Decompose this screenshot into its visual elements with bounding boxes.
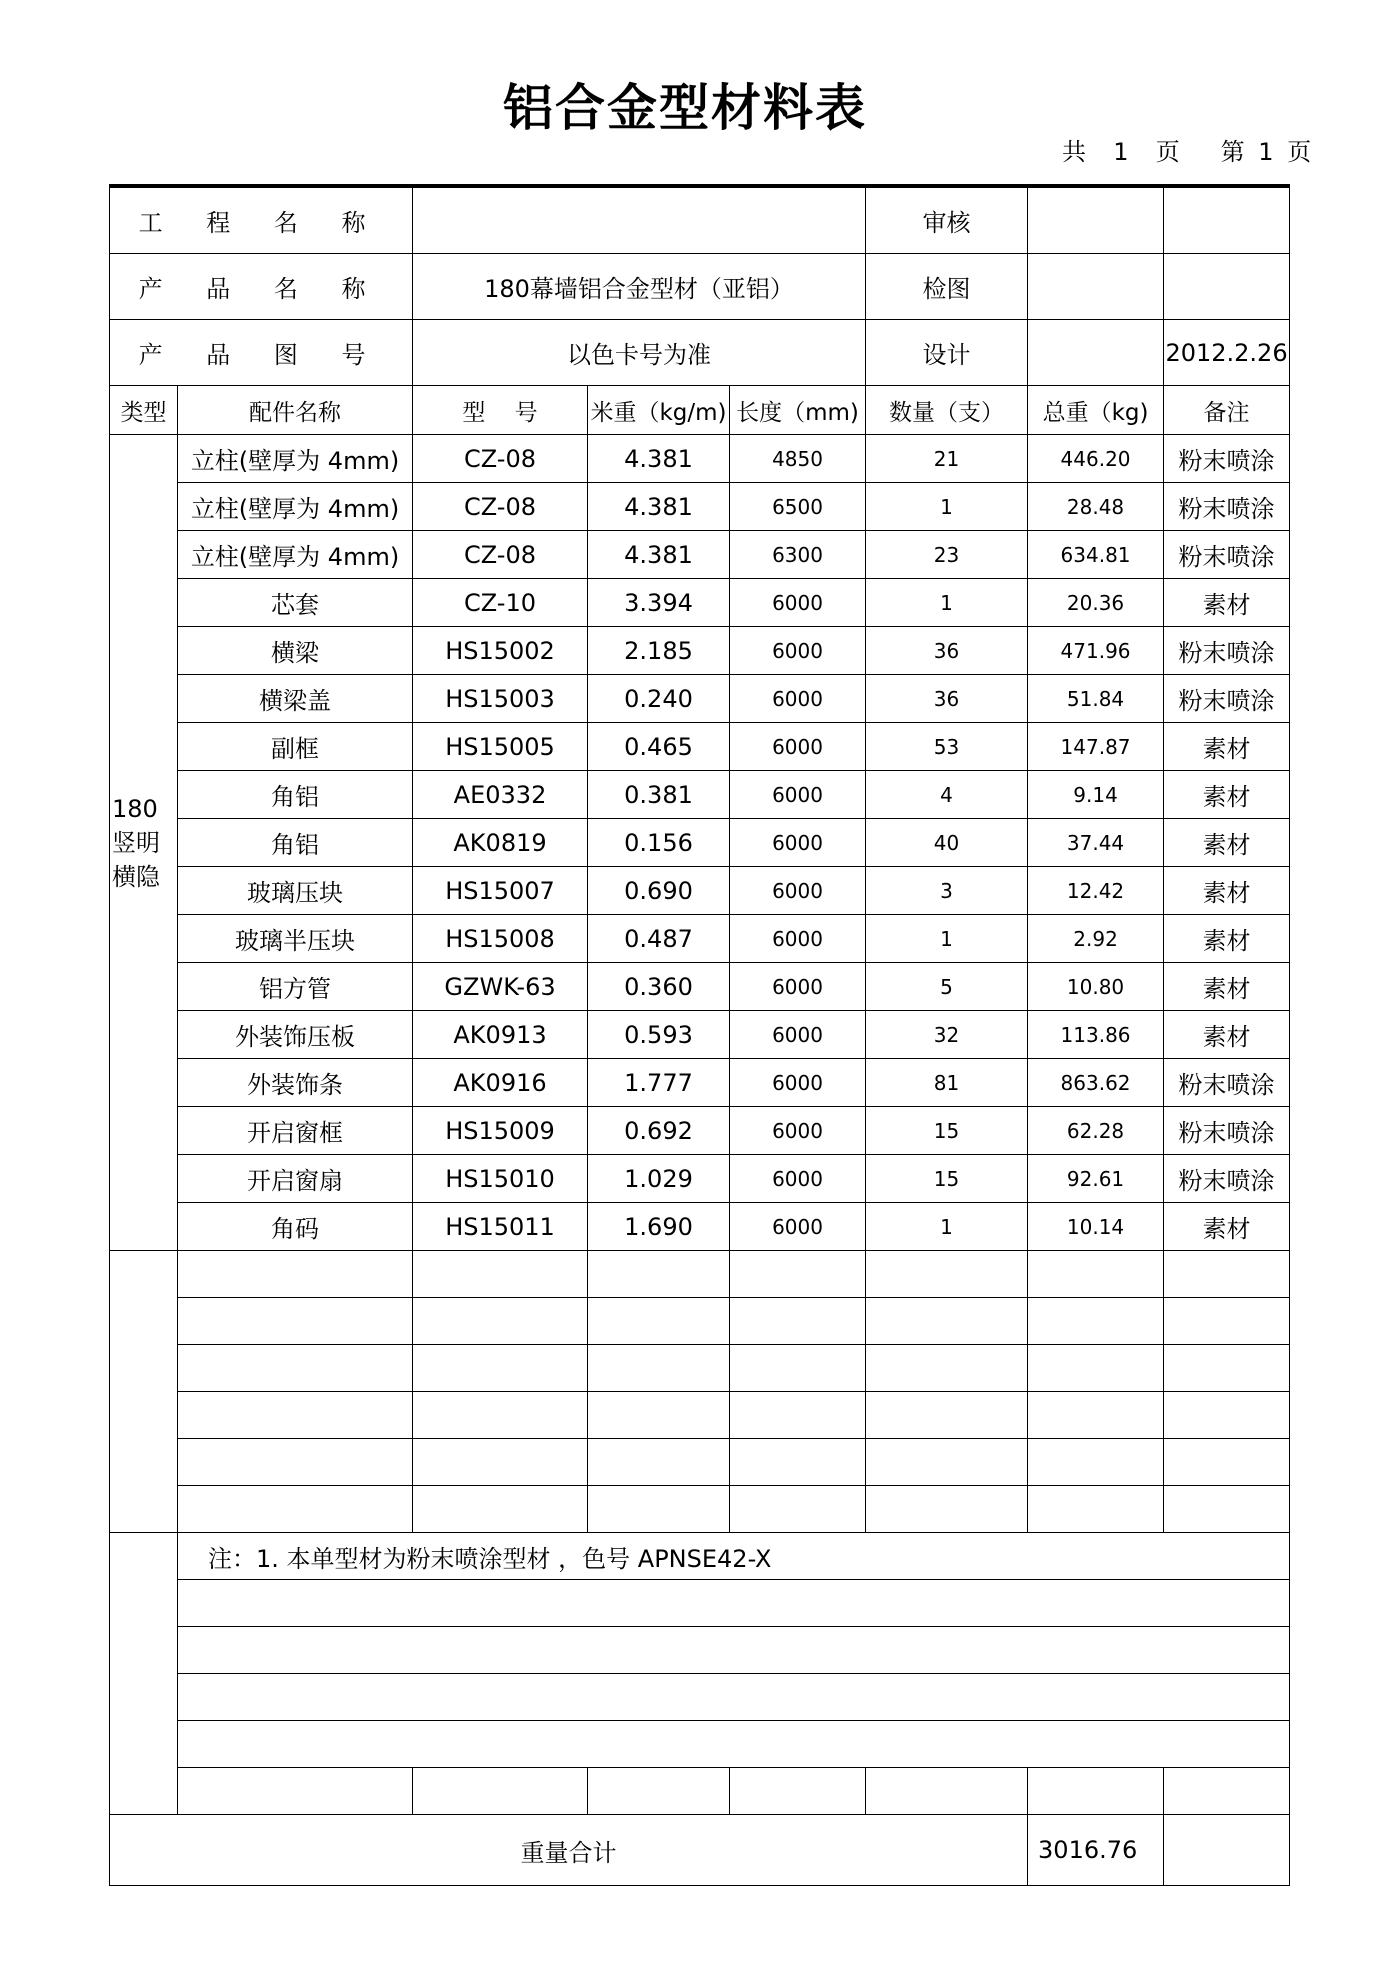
design-label: 设计 xyxy=(866,320,1028,386)
material-table xyxy=(109,184,1290,1886)
blank-cell xyxy=(730,1251,866,1298)
cell-qty: 23 xyxy=(866,531,1028,579)
cell-total-weight: 10.14 xyxy=(1028,1203,1164,1251)
cell-model: GZWK-63 xyxy=(413,963,588,1011)
blank-cell xyxy=(588,1392,730,1439)
note-grid-cell xyxy=(178,1768,413,1815)
cell-qty: 15 xyxy=(866,1155,1028,1203)
blank-cell xyxy=(730,1345,866,1392)
cell-model: AK0819 xyxy=(413,819,588,867)
review-extra xyxy=(1164,186,1290,254)
blank-cell xyxy=(866,1251,1028,1298)
cell-model: HS15011 xyxy=(413,1203,588,1251)
type-label-line: 竖明 xyxy=(112,828,160,857)
page-info: 共 1 页 第 1 页 xyxy=(1062,138,1312,166)
note-text: 注：1. 本单型材为粉末喷涂型材 ，色号 APNSE42-X xyxy=(178,1533,1290,1580)
blank-cell xyxy=(1028,1439,1164,1486)
table-row xyxy=(110,915,1290,963)
cell-total-weight: 62.28 xyxy=(1028,1107,1164,1155)
cell-qty: 5 xyxy=(866,963,1028,1011)
blank-cell xyxy=(178,1251,413,1298)
cell-length: 4850 xyxy=(730,435,866,483)
cell-total-weight: 863.62 xyxy=(1028,1059,1164,1107)
blank-cell xyxy=(1164,1345,1290,1392)
blank-cell xyxy=(178,1298,413,1345)
cell-qty: 36 xyxy=(866,627,1028,675)
cell-part-name: 横梁盖 xyxy=(178,675,413,723)
cell-total-weight: 12.42 xyxy=(1028,867,1164,915)
cell-length: 6000 xyxy=(730,675,866,723)
cell-unit-weight: 4.381 xyxy=(588,531,730,579)
cell-unit-weight: 0.692 xyxy=(588,1107,730,1155)
total-label: 重量合计 xyxy=(110,1815,1028,1886)
cell-qty: 3 xyxy=(866,867,1028,915)
cell-length: 6500 xyxy=(730,483,866,531)
note-grid-cell xyxy=(1028,1768,1164,1815)
blank-row xyxy=(110,1392,1290,1439)
table-row xyxy=(110,963,1290,1011)
blank-cell xyxy=(730,1439,866,1486)
cell-note: 粉末喷涂 xyxy=(1164,675,1290,723)
cell-part-name: 玻璃压块 xyxy=(178,867,413,915)
blank-row xyxy=(110,1439,1290,1486)
type-label-line: 横隐 xyxy=(112,862,160,891)
note-grid-cell xyxy=(866,1768,1028,1815)
cell-model: HS15008 xyxy=(413,915,588,963)
cell-total-weight: 634.81 xyxy=(1028,531,1164,579)
cell-note: 素材 xyxy=(1164,1011,1290,1059)
blank-row xyxy=(110,1486,1290,1533)
blank-row xyxy=(110,1298,1290,1345)
cell-part-name: 开启窗扇 xyxy=(178,1155,413,1203)
table-row xyxy=(110,723,1290,771)
blank-cell xyxy=(178,1439,413,1486)
note-grid-cell xyxy=(730,1768,866,1815)
blank-cell xyxy=(1028,1392,1164,1439)
table-row xyxy=(110,675,1290,723)
blank-cell xyxy=(178,1486,413,1533)
cell-model: HS15002 xyxy=(413,627,588,675)
blank-cell xyxy=(730,1392,866,1439)
cell-note: 素材 xyxy=(1164,723,1290,771)
col-header-unit-weight: 米重（kg/m) xyxy=(588,386,730,435)
blank-cell xyxy=(588,1486,730,1533)
blank-cell xyxy=(866,1298,1028,1345)
design-value xyxy=(1028,320,1164,386)
column-header-row xyxy=(110,386,1290,435)
blank-cell xyxy=(1164,1298,1290,1345)
total-extra xyxy=(1164,1815,1290,1886)
cell-part-name: 立柱(壁厚为 4mm) xyxy=(178,483,413,531)
note-row xyxy=(110,1768,1290,1815)
cell-note: 粉末喷涂 xyxy=(1164,531,1290,579)
cell-total-weight: 147.87 xyxy=(1028,723,1164,771)
review-value xyxy=(1028,186,1164,254)
blank-cell xyxy=(413,1298,588,1345)
total-row xyxy=(110,1815,1290,1886)
cell-note: 粉末喷涂 xyxy=(1164,627,1290,675)
cell-total-weight: 28.48 xyxy=(1028,483,1164,531)
cell-unit-weight: 4.381 xyxy=(588,483,730,531)
cell-unit-weight: 1.029 xyxy=(588,1155,730,1203)
blank-cell xyxy=(588,1251,730,1298)
cell-part-name: 立柱(壁厚为 4mm) xyxy=(178,531,413,579)
col-header-total: 总重（kg) xyxy=(1028,386,1164,435)
note-line xyxy=(178,1721,1290,1768)
cell-qty: 1 xyxy=(866,915,1028,963)
note-grid-cell xyxy=(413,1768,588,1815)
cell-model: HS15003 xyxy=(413,675,588,723)
cell-note: 素材 xyxy=(1164,819,1290,867)
cell-model: HS15010 xyxy=(413,1155,588,1203)
cell-model: CZ-08 xyxy=(413,435,588,483)
table-row xyxy=(110,1107,1290,1155)
cell-qty: 21 xyxy=(866,435,1028,483)
blank-cell xyxy=(178,1345,413,1392)
table-row xyxy=(110,1011,1290,1059)
check-label: 检图 xyxy=(866,254,1028,320)
cell-unit-weight: 0.487 xyxy=(588,915,730,963)
cell-unit-weight: 4.381 xyxy=(588,435,730,483)
cell-total-weight: 20.36 xyxy=(1028,579,1164,627)
blank-cell xyxy=(413,1392,588,1439)
table-row xyxy=(110,435,1290,483)
blank-cell xyxy=(413,1486,588,1533)
col-header-qty: 数量（支） xyxy=(866,386,1028,435)
cell-total-weight: 9.14 xyxy=(1028,771,1164,819)
blank-cell xyxy=(1028,1345,1164,1392)
blank-cell xyxy=(1164,1251,1290,1298)
note-type-cell xyxy=(110,1533,178,1815)
cell-model: HS15005 xyxy=(413,723,588,771)
cell-unit-weight: 3.394 xyxy=(588,579,730,627)
blank-cell xyxy=(1028,1298,1164,1345)
cell-qty: 4 xyxy=(866,771,1028,819)
cell-part-name: 角铝 xyxy=(178,819,413,867)
cell-length: 6000 xyxy=(730,723,866,771)
blank-cell xyxy=(1028,1251,1164,1298)
cell-model: CZ-10 xyxy=(413,579,588,627)
note-row xyxy=(110,1674,1290,1721)
header-row-drawing xyxy=(110,320,1290,386)
cell-total-weight: 471.96 xyxy=(1028,627,1164,675)
cell-total-weight: 10.80 xyxy=(1028,963,1164,1011)
blank-type-cell xyxy=(110,1251,178,1533)
table-row xyxy=(110,531,1290,579)
cell-model: CZ-08 xyxy=(413,483,588,531)
table-row xyxy=(110,1155,1290,1203)
blank-cell xyxy=(1164,1486,1290,1533)
cell-unit-weight: 0.360 xyxy=(588,963,730,1011)
cell-length: 6000 xyxy=(730,627,866,675)
cell-model: CZ-08 xyxy=(413,531,588,579)
cell-note: 素材 xyxy=(1164,915,1290,963)
cell-length: 6000 xyxy=(730,1107,866,1155)
cell-total-weight: 446.20 xyxy=(1028,435,1164,483)
cell-length: 6000 xyxy=(730,1011,866,1059)
cell-note: 素材 xyxy=(1164,579,1290,627)
cell-unit-weight: 0.156 xyxy=(588,819,730,867)
col-header-name: 配件名称 xyxy=(178,386,413,435)
note-row xyxy=(110,1627,1290,1674)
cell-qty: 32 xyxy=(866,1011,1028,1059)
blank-cell xyxy=(413,1345,588,1392)
type-label-line: 180 xyxy=(112,794,158,823)
cell-length: 6000 xyxy=(730,867,866,915)
blank-cell xyxy=(866,1345,1028,1392)
cell-model: HS15007 xyxy=(413,867,588,915)
cell-part-name: 开启窗框 xyxy=(178,1107,413,1155)
cell-unit-weight: 1.777 xyxy=(588,1059,730,1107)
check-value xyxy=(1028,254,1164,320)
document-title: 铝合金型材料表 xyxy=(503,79,867,137)
table-row xyxy=(110,483,1290,531)
drawing-label: 产 品 图 号 xyxy=(110,320,413,386)
table-row xyxy=(110,867,1290,915)
cell-unit-weight: 0.690 xyxy=(588,867,730,915)
cell-note: 粉末喷涂 xyxy=(1164,1107,1290,1155)
cell-qty: 40 xyxy=(866,819,1028,867)
cell-unit-weight: 1.690 xyxy=(588,1203,730,1251)
cell-note: 素材 xyxy=(1164,771,1290,819)
project-value xyxy=(413,186,866,254)
blank-cell xyxy=(1164,1439,1290,1486)
note-row xyxy=(110,1533,1290,1580)
note-line xyxy=(178,1627,1290,1674)
cell-qty: 81 xyxy=(866,1059,1028,1107)
cell-length: 6000 xyxy=(730,819,866,867)
cell-length: 6000 xyxy=(730,1203,866,1251)
data-rows xyxy=(110,435,1290,1251)
blank-cell xyxy=(866,1392,1028,1439)
cell-length: 6000 xyxy=(730,915,866,963)
col-header-model: 型 号 xyxy=(413,386,588,435)
cell-total-weight: 113.86 xyxy=(1028,1011,1164,1059)
table-row xyxy=(110,1203,1290,1251)
blank-cell xyxy=(866,1439,1028,1486)
table-row xyxy=(110,771,1290,819)
cell-model: AK0916 xyxy=(413,1059,588,1107)
note-row xyxy=(110,1580,1290,1627)
blank-cell xyxy=(178,1392,413,1439)
cell-note: 粉末喷涂 xyxy=(1164,1155,1290,1203)
note-line xyxy=(178,1580,1290,1627)
cell-part-name: 芯套 xyxy=(178,579,413,627)
check-extra xyxy=(1164,254,1290,320)
blank-cell xyxy=(588,1345,730,1392)
cell-length: 6000 xyxy=(730,963,866,1011)
cell-model: AE0332 xyxy=(413,771,588,819)
note-grid-cell xyxy=(588,1768,730,1815)
table-row xyxy=(110,627,1290,675)
cell-total-weight: 37.44 xyxy=(1028,819,1164,867)
cell-total-weight: 92.61 xyxy=(1028,1155,1164,1203)
note-line xyxy=(178,1674,1290,1721)
blank-cell xyxy=(730,1486,866,1533)
cell-part-name: 角铝 xyxy=(178,771,413,819)
cell-part-name: 立柱(壁厚为 4mm) xyxy=(178,435,413,483)
cell-qty: 1 xyxy=(866,579,1028,627)
product-label: 产 品 名 称 xyxy=(110,254,413,320)
table-row xyxy=(110,579,1290,627)
table-row xyxy=(110,1059,1290,1107)
cell-length: 6000 xyxy=(730,771,866,819)
cell-note: 素材 xyxy=(1164,963,1290,1011)
project-label: 工 程 名 称 xyxy=(110,186,413,254)
blank-cell xyxy=(588,1439,730,1486)
cell-unit-weight: 2.185 xyxy=(588,627,730,675)
cell-length: 6000 xyxy=(730,1155,866,1203)
cell-note: 素材 xyxy=(1164,1203,1290,1251)
blank-cell xyxy=(588,1298,730,1345)
blank-rows xyxy=(110,1251,1290,1533)
product-value: 180幕墙铝合金型材（亚铝） xyxy=(413,254,866,320)
cell-unit-weight: 0.465 xyxy=(588,723,730,771)
cell-qty: 1 xyxy=(866,1203,1028,1251)
blank-cell xyxy=(730,1298,866,1345)
cell-part-name: 铝方管 xyxy=(178,963,413,1011)
cell-unit-weight: 0.240 xyxy=(588,675,730,723)
note-row xyxy=(110,1721,1290,1768)
cell-length: 6000 xyxy=(730,579,866,627)
blank-cell xyxy=(866,1486,1028,1533)
header-row-product xyxy=(110,254,1290,320)
cell-qty: 53 xyxy=(866,723,1028,771)
note-rows xyxy=(110,1533,1290,1815)
cell-model: AK0913 xyxy=(413,1011,588,1059)
cell-part-name: 玻璃半压块 xyxy=(178,915,413,963)
cell-part-name: 外装饰压板 xyxy=(178,1011,413,1059)
note-grid-cell xyxy=(1164,1768,1290,1815)
col-header-type: 类型 xyxy=(110,386,178,435)
blank-cell xyxy=(1164,1392,1290,1439)
blank-cell xyxy=(413,1439,588,1486)
cell-part-name: 角码 xyxy=(178,1203,413,1251)
blank-cell xyxy=(413,1251,588,1298)
cell-part-name: 副框 xyxy=(178,723,413,771)
cell-total-weight: 51.84 xyxy=(1028,675,1164,723)
cell-model: HS15009 xyxy=(413,1107,588,1155)
cell-note: 粉末喷涂 xyxy=(1164,435,1290,483)
type-cell xyxy=(110,435,178,1251)
blank-row xyxy=(110,1251,1290,1298)
header-row-project xyxy=(110,186,1290,254)
table-row xyxy=(110,819,1290,867)
cell-note: 素材 xyxy=(1164,867,1290,915)
total-value: 3016.76 xyxy=(1028,1815,1164,1886)
cell-note: 粉末喷涂 xyxy=(1164,483,1290,531)
cell-length: 6300 xyxy=(730,531,866,579)
cell-unit-weight: 0.593 xyxy=(588,1011,730,1059)
col-header-note: 备注 xyxy=(1164,386,1290,435)
cell-qty: 36 xyxy=(866,675,1028,723)
blank-cell xyxy=(1028,1486,1164,1533)
drawing-value: 以色卡号为准 xyxy=(413,320,866,386)
cell-length: 6000 xyxy=(730,1059,866,1107)
design-date: 2012.2.26 xyxy=(1164,320,1290,386)
blank-row xyxy=(110,1345,1290,1392)
cell-part-name: 外装饰条 xyxy=(178,1059,413,1107)
cell-note: 粉末喷涂 xyxy=(1164,1059,1290,1107)
cell-total-weight: 2.92 xyxy=(1028,915,1164,963)
review-label: 审核 xyxy=(866,186,1028,254)
cell-part-name: 横梁 xyxy=(178,627,413,675)
cell-qty: 15 xyxy=(866,1107,1028,1155)
col-header-length: 长度（mm) xyxy=(730,386,866,435)
cell-qty: 1 xyxy=(866,483,1028,531)
cell-unit-weight: 0.381 xyxy=(588,771,730,819)
